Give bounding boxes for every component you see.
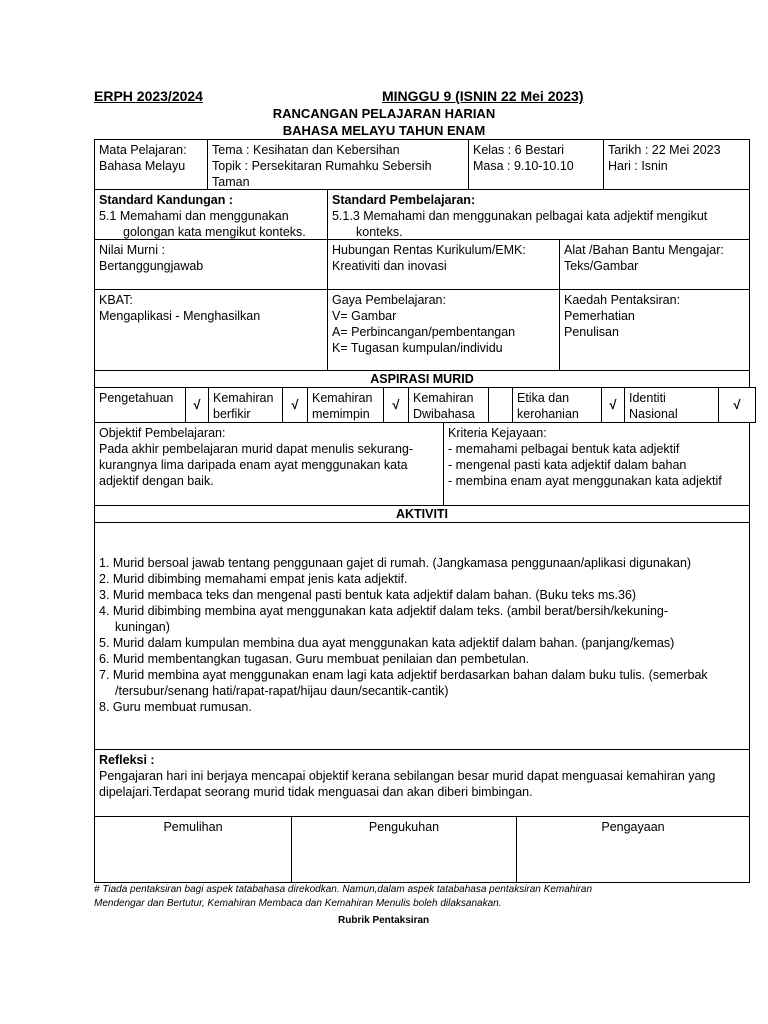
aspirasi-item xyxy=(307,387,384,423)
aspirasi-label: berfikir xyxy=(213,407,251,421)
aspirasi-label: Nasional xyxy=(629,407,678,421)
aspirasi-item xyxy=(208,387,283,423)
sp-line2: konteks. xyxy=(356,225,403,239)
aktiviti-item: 7. Murid membina ayat menggunakan enam lagi kata adjektif berdasarkan bahan dalam buku tulis. (semerbak xyxy=(99,668,708,682)
emk-cell xyxy=(327,239,560,290)
refleksi-line: Pengajaran hari ini berjaya mencapai objektif kerana sebilangan besar murid dapat menguasai kemahiran yang xyxy=(99,769,716,783)
abm-label: Alat /Bahan Bantu Mengajar: xyxy=(564,243,724,257)
aspirasi-item xyxy=(408,387,489,423)
aktiviti-item: /tersubur/senang hati/rapat-rapat/hijau daun/secantik-cantik) xyxy=(115,684,449,698)
pengukuhan-label: Pengukuhan xyxy=(368,820,440,834)
sp-line1: 5.1.3 Memahami dan menggunakan pelbagai kata adjektif mengikut xyxy=(332,209,708,223)
rubrik-heading: Rubrik Pentaksiran xyxy=(338,915,430,926)
pengukuhan-cell xyxy=(291,816,517,883)
sk-label: Standard Kandungan : xyxy=(99,193,234,207)
date-value: Tarikh : 22 Mei 2023 xyxy=(608,143,721,157)
class-value: Kelas : 6 Bestari xyxy=(473,143,565,157)
week-heading: MINGGU 9 (ISNIN 22 Mei 2023) xyxy=(382,88,584,104)
aspirasi-item xyxy=(624,387,719,423)
nilai-murni-cell xyxy=(94,239,328,290)
topic-value-cont: Taman xyxy=(212,175,250,189)
aktiviti-item: 3. Murid membaca teks dan mengenal pasti bentuk kata adjektif dalam bahan. (Buku teks ms.36) xyxy=(99,588,637,602)
document-title: RANCANGAN PELAJARAN HARIAN xyxy=(272,106,496,121)
aspirasi-check: √ xyxy=(383,387,409,423)
sk-line2: golongan kata mengikut konteks. xyxy=(123,225,306,239)
refleksi-label: Refleksi : xyxy=(99,753,155,767)
kriteria-line: - mengenal pasti kata adjektif dalam bahan xyxy=(448,458,687,472)
gaya-label: Gaya Pembelajaran: xyxy=(332,293,446,307)
abm-cell xyxy=(559,239,750,290)
kriteria-label: Kriteria Kejayaan: xyxy=(448,426,547,440)
kriteria-line: - memahami pelbagai bentuk kata adjektif xyxy=(448,442,680,456)
class-cell xyxy=(468,139,604,190)
aspirasi-check: √ xyxy=(185,387,209,423)
aktiviti-title: AKTIVITI xyxy=(94,505,750,523)
kbat-value: Mengaplikasi - Menghasilkan xyxy=(99,309,261,323)
aspirasi-label: kerohanian xyxy=(517,407,579,421)
footnote-line: # Tiada pentaksiran bagi aspek tatabahasa direkodkan. Namun,dalam aspek tatabahasa pentaksiran Kemahiran xyxy=(94,884,593,895)
objektif-line: adjektif dengan baik. xyxy=(99,474,214,488)
refleksi-cell xyxy=(94,749,750,817)
aspirasi-check xyxy=(488,387,513,423)
nilai-value: Bertanggungjawab xyxy=(99,259,204,273)
sp-label: Standard Pembelajaran: xyxy=(332,193,476,207)
aspirasi-title: ASPIRASI MURID xyxy=(94,370,750,388)
aspirasi-label: Etika dan xyxy=(517,391,570,405)
subject-label: Mata Pelajaran: xyxy=(99,143,187,157)
kaedah-item: Penulisan xyxy=(564,325,619,339)
refleksi-line: dipelajari.Terdapat seorang murid tidak menguasai dan akan diberi bimbingan. xyxy=(99,785,533,799)
standard-pembelajaran-cell xyxy=(327,189,750,240)
objektif-cell xyxy=(94,422,444,506)
topic-value: Topik : Persekitaran Rumahku Sebersih xyxy=(212,159,432,173)
aktiviti-item: 6. Murid membentangkan tugasan. Guru membuat penilaian dan pembetulan. xyxy=(99,652,530,666)
aktiviti-item: 2. Murid dibimbing memahami empat jenis kata adjektif. xyxy=(99,572,408,586)
aspirasi-label: Identiti xyxy=(629,391,666,405)
kriteria-cell xyxy=(443,422,750,506)
aktiviti-item: 8. Guru membuat rumusan. xyxy=(99,700,252,714)
aspirasi-label: memimpin xyxy=(312,407,370,421)
kaedah-label: Kaedah Pentaksiran: xyxy=(564,293,681,307)
aktiviti-item: 5. Murid dalam kumpulan membina dua ayat menggunakan kata adjektif dalam bahan. (panjang/kemas) xyxy=(99,636,675,650)
pengayaan-cell xyxy=(516,816,750,883)
abm-value: Teks/Gambar xyxy=(564,259,639,273)
aspirasi-check: √ xyxy=(718,387,756,423)
aktiviti-cell xyxy=(94,522,750,750)
kaedah-cell xyxy=(559,289,750,371)
footnote-line: Mendengar dan Bertutur, Kemahiran Membaca dan Kemahiran Menulis boleh dilaksanakan. xyxy=(94,898,502,909)
standard-kandungan-cell xyxy=(94,189,328,240)
subject-value: Bahasa Melayu xyxy=(99,159,186,173)
theme-value: Tema : Kesihatan dan Kebersihan xyxy=(212,143,400,157)
sk-line1: 5.1 Memahami dan menggunakan xyxy=(99,209,289,223)
pemulihan-cell xyxy=(94,816,292,883)
kaedah-item: Pemerhatian xyxy=(564,309,635,323)
pengayaan-label: Pengayaan xyxy=(601,820,665,834)
aspirasi-item xyxy=(512,387,602,423)
gaya-k: K= Tugasan kumpulan/individu xyxy=(332,341,503,355)
aktiviti-item: kuningan) xyxy=(115,620,170,634)
aspirasi-label: Kemahiran xyxy=(213,391,274,405)
nilai-label: Nilai Murni : xyxy=(99,243,165,257)
aspirasi-label: Dwibahasa xyxy=(413,407,475,421)
gaya-cell xyxy=(327,289,560,371)
theme-cell xyxy=(207,139,469,190)
erph-year: ERPH 2023/2024 xyxy=(94,88,203,104)
emk-value: Kreativiti dan inovasi xyxy=(332,259,447,273)
kbat-label: KBAT: xyxy=(99,293,133,307)
subject-cell xyxy=(94,139,208,190)
aspirasi-check: √ xyxy=(601,387,625,423)
emk-label: Hubungan Rentas Kurikulum/EMK: xyxy=(332,243,526,257)
objektif-line: kurangnya lima daripada enam ayat menggunakan kata xyxy=(99,458,408,472)
kbat-cell xyxy=(94,289,328,371)
aspirasi-check: √ xyxy=(282,387,308,423)
time-value: Masa : 9.10-10.10 xyxy=(473,159,574,173)
day-value: Hari : Isnin xyxy=(608,159,668,173)
aspirasi-label: Pengetahuan xyxy=(99,391,174,405)
date-cell xyxy=(603,139,750,190)
objektif-label: Objektif Pembelajaran: xyxy=(99,426,226,440)
aktiviti-list xyxy=(99,555,745,715)
pemulihan-label: Pemulihan xyxy=(163,820,223,834)
gaya-v: V= Gambar xyxy=(332,309,397,323)
aspirasi-label: Kemahiran xyxy=(413,391,474,405)
subject-title: BAHASA MELAYU TAHUN ENAM xyxy=(282,123,486,138)
kriteria-line: - membina enam ayat menggunakan kata adjektif xyxy=(448,474,722,488)
footnote xyxy=(94,883,754,911)
aktiviti-item: 4. Murid dibimbing membina ayat menggunakan kata adjektif dalam teks. (ambil berat/bersih/kekuning- xyxy=(99,604,669,618)
gaya-a: A= Perbincangan/pembentangan xyxy=(332,325,516,339)
aktiviti-item: 1. Murid bersoal jawab tentang penggunaan gajet di rumah. (Jangkamasa penggunaan/aplikasi digunakan) xyxy=(99,556,692,570)
objektif-line: Pada akhir pembelajaran murid dapat menulis sekurang- xyxy=(99,442,414,456)
aspirasi-item xyxy=(94,387,186,423)
aspirasi-label: Kemahiran xyxy=(312,391,373,405)
